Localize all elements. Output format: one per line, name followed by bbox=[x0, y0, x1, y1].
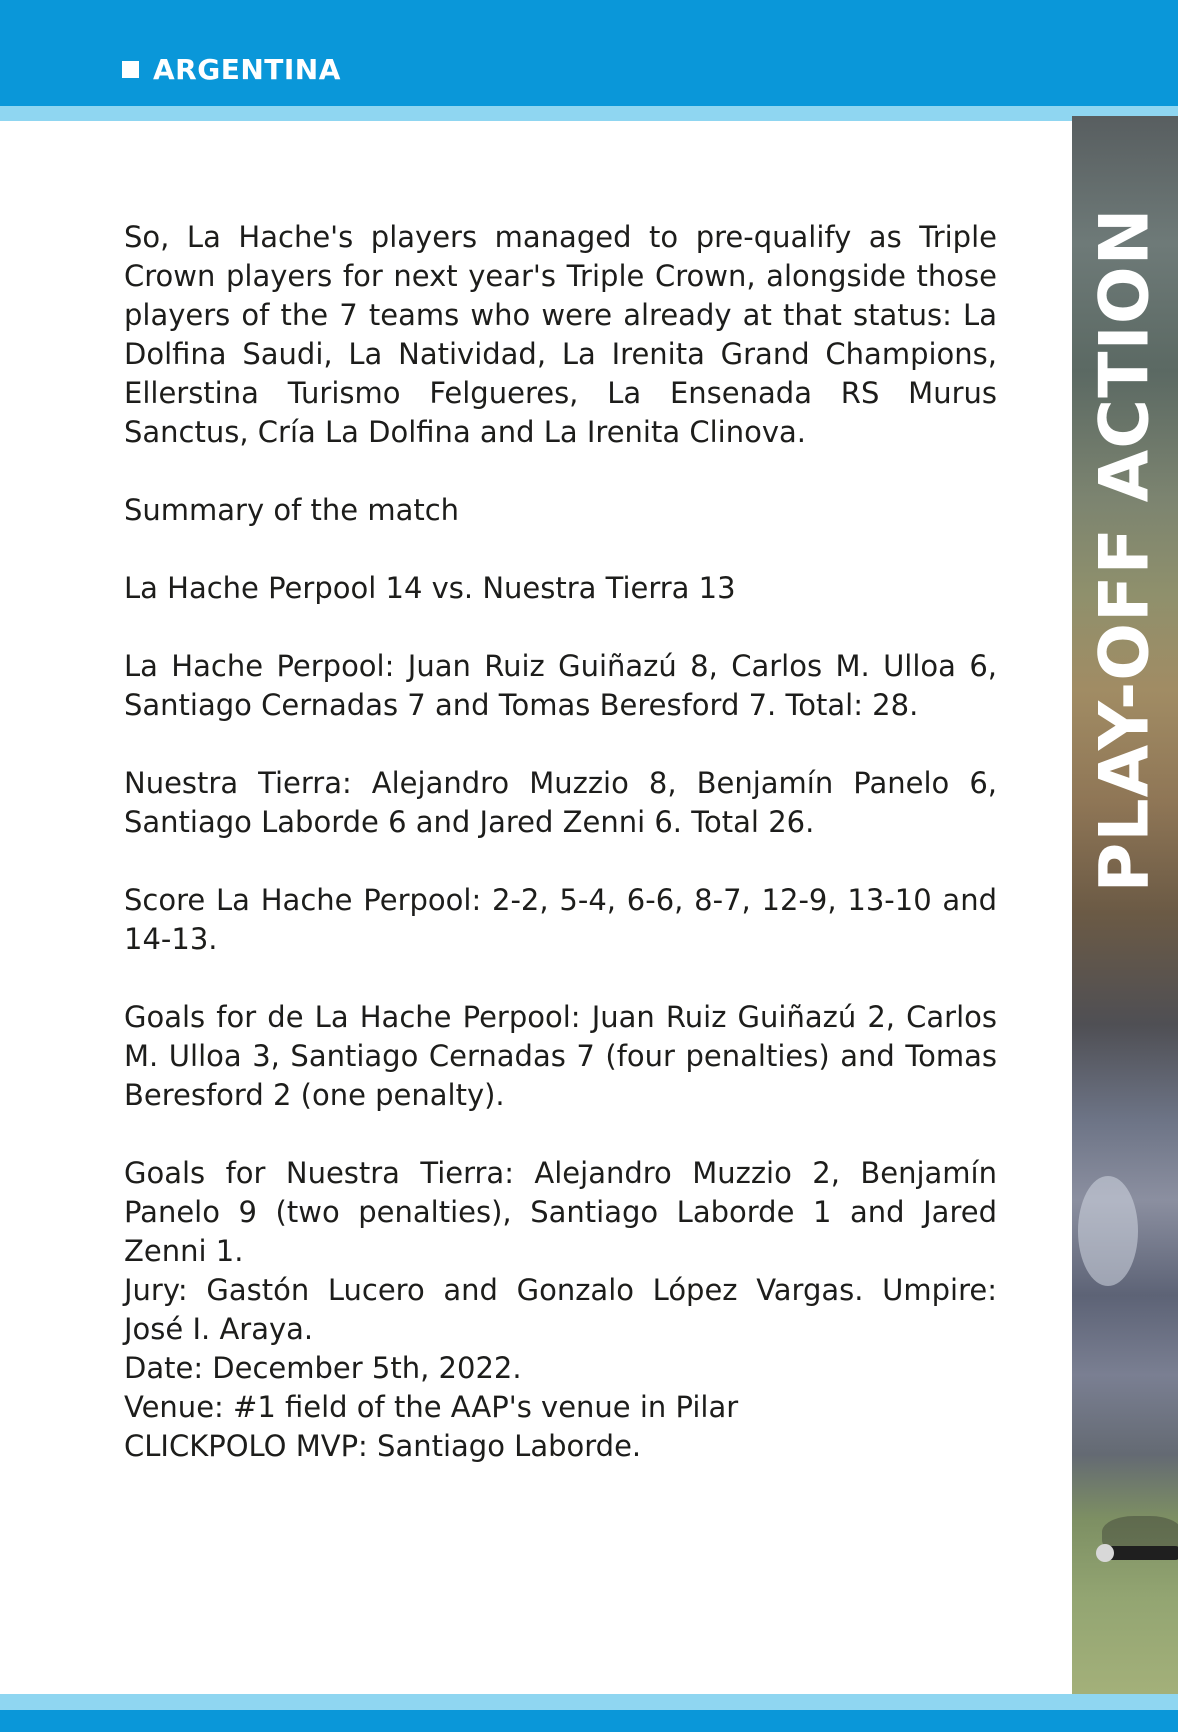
section-label-text: ARGENTINA bbox=[153, 52, 341, 86]
match-result: La Hache Perpool 14 vs. Nuestra Tierra 13 bbox=[124, 571, 736, 605]
article-body bbox=[124, 218, 997, 1466]
team1-goals: Goals for de La Hache Perpool: Juan Ruiz Guiñazú 2, Carlos M. Ulloa 3, Santiago Cernadas 7 (four penalties) and Tomas Beresford 2 (one penalty). bbox=[124, 1000, 997, 1112]
team1-lineup: La Hache Perpool: Juan Ruiz Guiñazú 8, Carlos M. Ulloa 6, Santiago Cernadas 7 and Tomas Beresford 7. Total: 28. bbox=[124, 649, 997, 722]
team2-lineup: Nuestra Tierra: Alejandro Muzzio 8, Benjamín Panelo 6, Santiago Laborde 6 and Jared Zenni 6. Total 26. bbox=[124, 766, 997, 839]
footer-bar bbox=[0, 1710, 1178, 1732]
square-bullet-icon bbox=[122, 61, 139, 78]
side-banner-title: PLAY-OFF ACTION bbox=[1085, 207, 1165, 893]
mvp-line: CLICKPOLO MVP: Santiago Laborde. bbox=[124, 1429, 642, 1463]
summary-heading: Summary of the match bbox=[124, 493, 460, 527]
date-line: Date: December 5th, 2022. bbox=[124, 1351, 522, 1385]
venue-line: Venue: #1 field of the AAP's venue in Pilar bbox=[124, 1390, 739, 1424]
team2-goals: Goals for Nuestra Tierra: Alejandro Muzzio 2, Benjamín Panelo 9 (two penalties), Santiago Laborde 1 and Jared Zenni 1. bbox=[124, 1156, 997, 1268]
score-progression: Score La Hache Perpool: 2-2, 5-4, 6-6, 8-7, 12-9, 13-10 and 14-13. bbox=[124, 883, 997, 956]
intro-paragraph: So, La Hache's players managed to pre-qualify as Triple Crown players for next year's Triple Crown, alongside those players of the 7 teams who were already at that status: La Dolfina Saudi, La Natividad, La Irenita Grand Champions, Ellerstina Turismo Felgueres, La Ensenada RS Murus Sanctus, Cría La Dolfina and La Irenita Clinova. bbox=[124, 220, 997, 449]
jury-line: Jury: Gastón Lucero and Gonzalo López Vargas. Umpire: José I. Araya. bbox=[124, 1273, 997, 1346]
header-stripe bbox=[0, 106, 1178, 121]
footer-stripe bbox=[0, 1694, 1178, 1710]
section-label bbox=[122, 50, 341, 88]
